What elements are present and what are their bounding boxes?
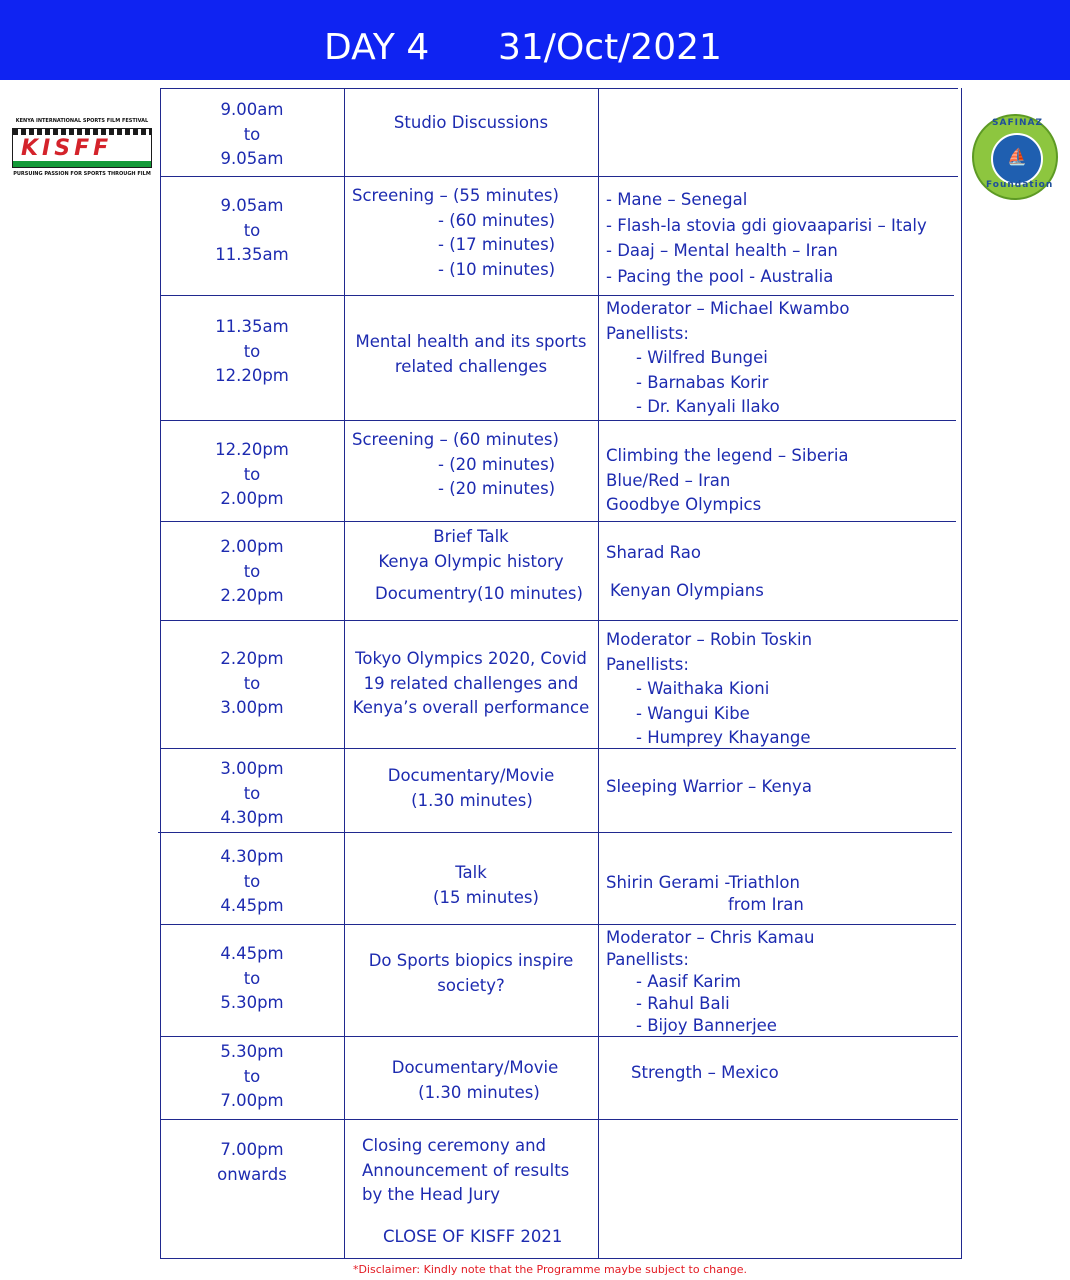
time-cell: 12.20pm to 2.00pm [215, 440, 289, 508]
session-cell: Studio Discussions [393, 113, 549, 132]
date-label: 31/Oct/2021 [498, 27, 722, 68]
details-cell: - Mane – Senegal - Flash-la stovia gdi giovaaparisi – Italy - Daaj – Mental health – Iran - Pacing the pool - Australia [606, 190, 927, 286]
safinaz-logo-inner [991, 133, 1043, 185]
time-cell: 7.00pm onwards [217, 1140, 287, 1184]
session-cell: Screening – (60 minutes) - (20 minutes) - (20 minutes) [352, 430, 559, 498]
time-cell: 9.05am to 11.35am [215, 196, 289, 264]
session-cell: Brief Talk Kenya Olympic history Documentry(10 minutes) [375, 527, 583, 603]
kisff-logo-green-bar [13, 161, 151, 167]
table-top-rule [160, 88, 958, 89]
time-cell: 4.30pm to 4.45pm [220, 847, 284, 915]
session-cell: Tokyo Olympics 2020, Covid 19 related challenges and Kenya’s overall performance [352, 649, 590, 717]
time-cell: 5.30pm to 7.00pm [220, 1042, 284, 1110]
row-divider [160, 176, 958, 177]
page-header [0, 0, 1070, 80]
session-cell: Documentary/Movie (1.30 minutes) [391, 1058, 559, 1102]
table-bottom-rule [160, 1258, 962, 1259]
row-divider [160, 1119, 958, 1120]
session-cell: Screening – (55 minutes) - (60 minutes) - (17 minutes) - (10 minutes) [352, 186, 559, 279]
row-divider [158, 832, 952, 833]
session-cell: Closing ceremony and Announcement of results by the Head Jury CLOSE OF KISFF 2021 [362, 1136, 570, 1246]
session-cell: Talk (15 minutes) [433, 863, 539, 907]
row-divider [160, 521, 956, 522]
row-divider [160, 924, 956, 925]
session-cell: Mental health and its sports related challenges [355, 332, 587, 376]
column-divider [598, 88, 599, 1259]
details-cell: Climbing the legend – Siberia Blue/Red – Iran Goodbye Olympics [606, 446, 849, 514]
kisff-logo-top-text: KENYA INTERNATIONAL SPORTS FILM FESTIVAL [15, 118, 149, 124]
time-cell: 2.00pm to 2.20pm [220, 537, 284, 605]
disclaimer: *Disclaimer: Kindly note that the Programme maybe subject to change. [352, 1263, 748, 1276]
safinaz-logo [972, 114, 1058, 200]
session-cell: Documentary/Movie (1.30 minutes) [387, 766, 555, 810]
table-right-border [961, 88, 962, 1259]
details-cell: Sleeping Warrior – Kenya [606, 777, 812, 796]
safinaz-logo-foundation: Foundation [986, 180, 1054, 190]
safinaz-logo-name: SAFINAZ [992, 118, 1043, 128]
schedule-table [160, 88, 962, 1259]
time-cell: 2.20pm to 3.00pm [220, 649, 284, 717]
details-cell: Shirin Gerami -Triathlon from Iran [606, 873, 804, 914]
kisff-logo-tagline: PURSUING PASSION FOR SPORTS THROUGH FILM [13, 171, 151, 177]
kisff-logo-box [12, 128, 152, 168]
time-cell: 4.45pm to 5.30pm [220, 944, 284, 1012]
details-cell: Moderator – Chris Kamau Panellists: - Aasif Karim - Rahul Bali - Bijoy Bannerjee [606, 928, 815, 1035]
details-cell: Moderator – Michael Kwambo Panellists: - Wilfred Bungei - Barnabas Korir - Dr. Kanyali Ilako [606, 299, 850, 416]
row-divider [160, 620, 958, 621]
details-cell: Moderator – Robin Toskin Panellists: - Waithaka Kioni - Wangui Kibe - Humprey Khayange [606, 630, 813, 747]
kisff-logo-word: KISFF [21, 136, 113, 161]
details-cell: Strength – Mexico [631, 1063, 779, 1082]
row-divider [160, 295, 954, 296]
kisff-logo [12, 118, 152, 190]
time-cell: 3.00pm to 4.30pm [220, 759, 284, 827]
row-divider [160, 420, 956, 421]
time-cell: 9.00am to 9.05am [220, 100, 284, 168]
boat-icon: ⛵ [1007, 147, 1027, 166]
session-cell: Do Sports biopics inspire society? [368, 951, 574, 995]
time-cell: 11.35am to 12.20pm [215, 317, 289, 385]
film-strip-icon [13, 129, 151, 135]
day-label: DAY 4 [324, 27, 430, 68]
details-cell: Sharad Rao Kenyan Olympians [606, 543, 764, 600]
